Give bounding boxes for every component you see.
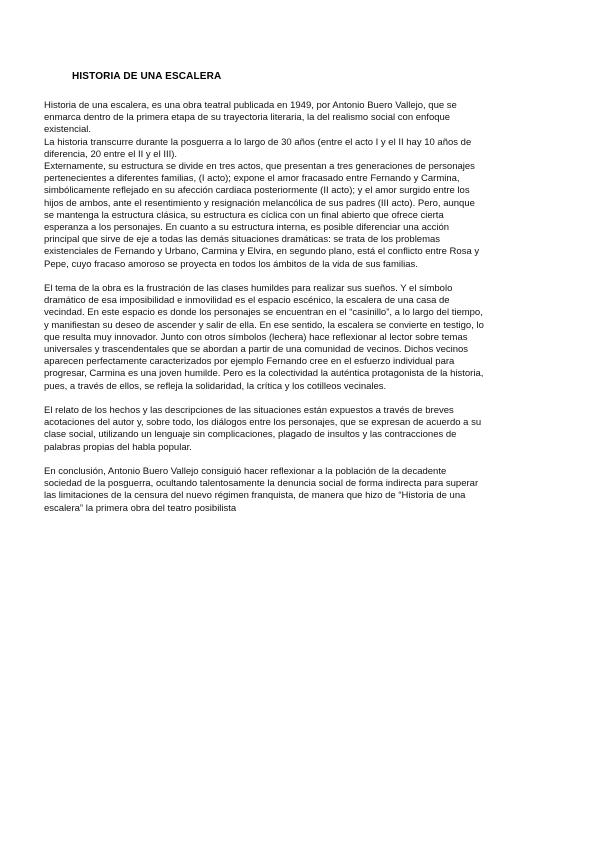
- text-line: acotaciones del autor y, sobre todo, los diálogos entre los personajes, que se expresan de acuerdo a su: [44, 417, 482, 429]
- text-line: palabras propias del habla popular.: [44, 441, 192, 453]
- text-line: dramático de esa imposibilidad e inmovilidad es el espacio escénico, la escalera de una casa de: [44, 295, 450, 307]
- text-line: La historia transcurre durante la posguerra a lo largo de 30 años (entre el acto I y el II hay 10 años de: [44, 136, 472, 148]
- text-line: pertenecientes a diferentes familias, (I acto); expone el amor fracasado entre Fernando y Carmina,: [44, 173, 460, 185]
- paragraph: [44, 283, 556, 393]
- text-line: En conclusión, Antonio Buero Vallejo consiguió hacer reflexionar a la población de la decadente: [44, 466, 447, 478]
- text-line: vecindad. En este espacio es donde los personajes se encuentran en el “casinillo”, a lo largo del tiempo,: [44, 307, 483, 319]
- text-line: existenciales de Fernando y Urbano, Carmina y Elvira, en segundo plano, está el conflicto entre Rosa y: [44, 246, 480, 258]
- text-line: sociedad de la posguerra, ocultando talentosamente la denuncia social de forma indirecta para superar: [44, 478, 479, 490]
- text-line: diferencia, 20 entre el II y el III).: [44, 148, 178, 160]
- text-line: principal que sirve de eje a todas las demás situaciones dramáticas: se trata de los problemas: [44, 234, 441, 246]
- paragraph: [44, 100, 556, 271]
- text-line: enmarca dentro de la primera etapa de su trayectoria literaria, la del realismo social con enfoque: [44, 112, 451, 124]
- text-line: Externamente, su estructura se divide en tres actos, que presentan a tres generaciones de personajes: [44, 161, 475, 173]
- text-line: universales y trascendentales que se abordan a partir de una comunidad de vecinos. Dichos vecinos: [44, 344, 469, 356]
- text-line: existencial.: [44, 124, 91, 136]
- text-line: esperanza a los personajes. En cuanto a su estructura interna, es posible diferenciar una acción: [44, 222, 450, 234]
- text-line: progresar, Carmina es una joven humilde. Pero es la colectividad la auténtica protagonista de la historia,: [44, 368, 484, 380]
- text-line: El relato de los hechos y las descripciones de las situaciones están expuestos a través de breves: [44, 405, 454, 417]
- text-line: simbólicamente reflejado en su afección cardiaca posteriormente (II acto); y el amor surgido entre los: [44, 185, 470, 197]
- text-line: aparecen perfectamente caracterizados por ejemplo Fernando cree en el esfuerzo individual para: [44, 356, 455, 368]
- text-line: las limitaciones de la censura del nuevo régimen franquista, de manera que hizo de “Historia de una: [44, 490, 466, 502]
- text-line: clase social, utilizando un lenguaje sin complicaciones, plagado de insultos y las contracciones de: [44, 429, 457, 441]
- text-line: escalera” la primera obra del teatro posibilista: [44, 502, 237, 514]
- text-line: Pepe, cuyo fracaso amoroso se proyecta en todos los ámbitos de la vida de sus familias.: [44, 258, 418, 270]
- text-line: El tema de la obra es la frustración de las clases humildes para realizar sus sueños. Y el símbolo: [44, 283, 453, 295]
- text-line: hijos de ambos, ante el resentimiento y resignación melancólica de sus padres (III acto). Pero, aunque: [44, 197, 475, 209]
- text-line: pues, a través de ellos, se refleja la solidaridad, la crítica y los cotilleos vecinales.: [44, 380, 387, 392]
- document-body: [44, 100, 556, 527]
- text-line: que resulta muy innovador. Junto con otros símbolos (lechera) hace reflexionar al lector sobre temas: [44, 331, 468, 343]
- document-title: HISTORIA DE UNA ESCALERA: [72, 71, 222, 82]
- paragraph: [44, 466, 556, 515]
- text-line: Historia de una escalera, es una obra teatral publicada en 1949, por Antonio Buero Vallejo, que se: [44, 100, 457, 111]
- paragraph: [44, 405, 556, 454]
- text-line: y manifiestan su deseo de ascender y salir de ella. En ese sentido, la escalera se convierte en testigo, lo: [44, 319, 484, 331]
- text-line: se mantenga la estructura clásica, su estructura es cíclica con un final abierto que ofrece cierta: [44, 209, 444, 221]
